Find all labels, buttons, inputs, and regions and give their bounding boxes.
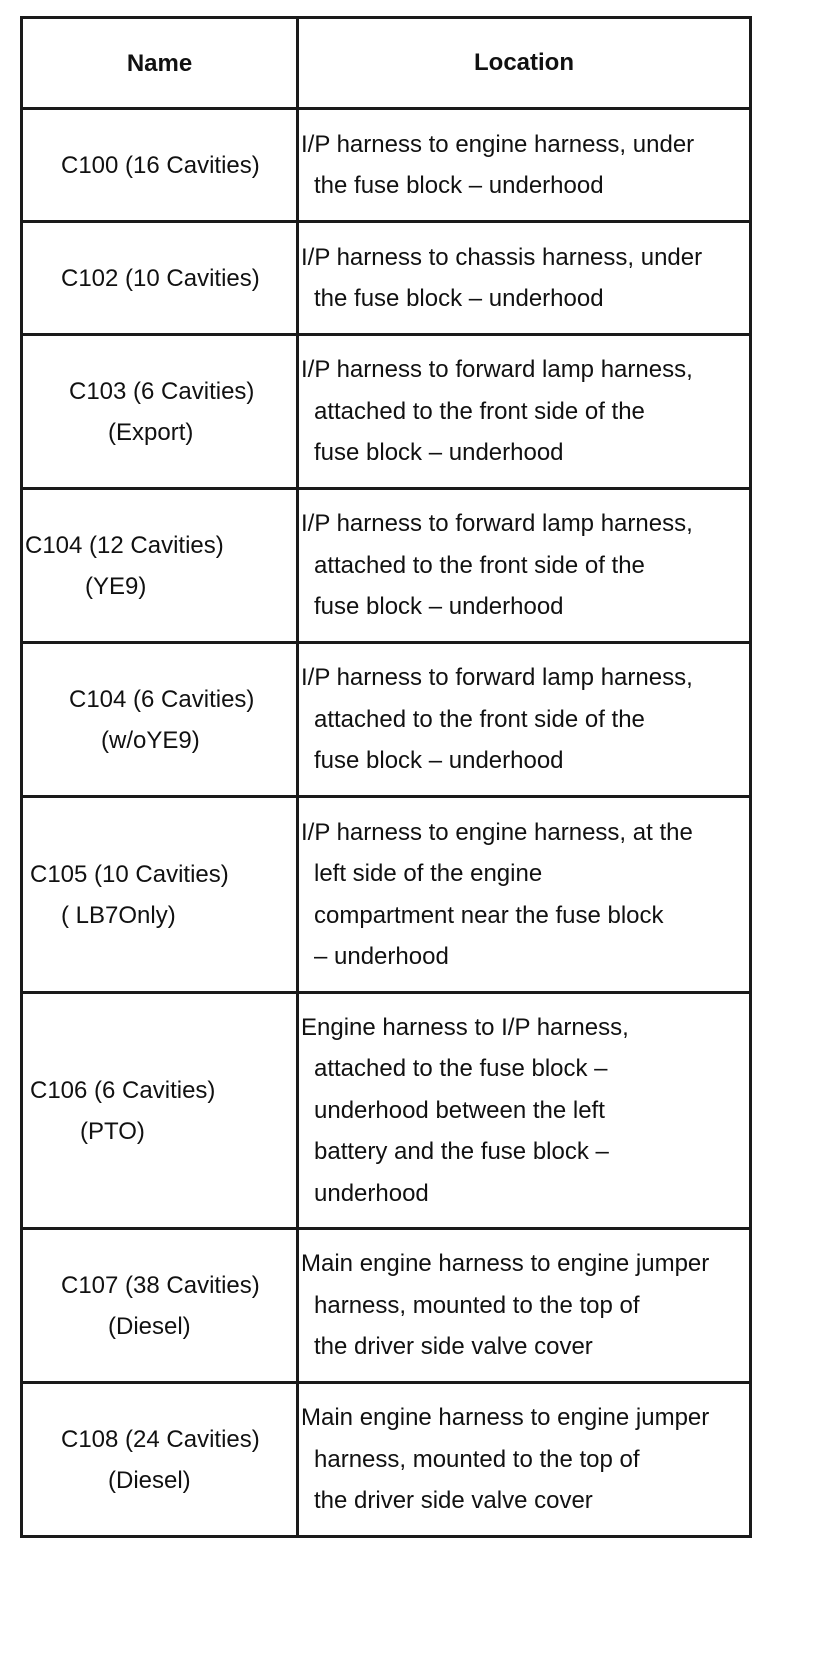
connector-location-cell <box>299 644 749 795</box>
location-line: the fuse block – underhood <box>314 285 604 312</box>
connector-location-cell <box>299 490 749 641</box>
connector-name-cell <box>23 644 299 795</box>
location-line: Main engine harness to engine jumper <box>301 1404 710 1432</box>
location-line: attached to the front side of the <box>314 705 645 733</box>
location-line: the driver side valve cover <box>314 1487 593 1515</box>
connector-variant: (YE9) <box>85 572 147 600</box>
connector-name-cell <box>23 490 299 641</box>
connector-location-cell <box>299 1384 749 1535</box>
location-line: I/P harness to engine harness, at the <box>301 818 693 846</box>
connector-name: C103 (6 Cavities) <box>69 377 255 405</box>
connector-variant: (w/oYE9) <box>101 726 200 754</box>
location-line: fuse block – underhood <box>314 593 564 621</box>
location-line: I/P harness to forward lamp harness, <box>301 356 693 384</box>
connector-location-cell <box>299 798 749 991</box>
location-line: Engine harness to I/P harness, <box>301 1013 629 1041</box>
connector-name-cell <box>23 798 299 991</box>
location-line: Main engine harness to engine jumper <box>301 1250 710 1278</box>
connector-location-cell <box>299 110 749 220</box>
location-line: the driver side valve cover <box>314 1333 593 1361</box>
connector-name: C106 (6 Cavities) <box>30 1076 216 1104</box>
location-line: fuse block – underhood <box>314 439 564 467</box>
location-line: attached to the front side of the <box>314 551 645 579</box>
connector-variant: (Diesel) <box>108 1312 191 1340</box>
table-row <box>23 220 749 333</box>
connector-name: C104 (12 Cavities) <box>25 531 224 559</box>
connector-location-cell <box>299 994 749 1227</box>
connector-name-cell <box>23 223 299 333</box>
location-line: battery and the fuse block – <box>314 1138 609 1166</box>
location-line: harness, mounted to the top of <box>314 1445 640 1473</box>
connector-name-cell <box>23 1384 299 1535</box>
location-line: harness, mounted to the top of <box>314 1291 640 1319</box>
connector-name: C100 (16 Cavities) <box>61 151 260 179</box>
location-line: attached to the fuse block – <box>314 1055 608 1083</box>
table-row <box>23 487 749 641</box>
connector-variant: (Diesel) <box>108 1466 191 1494</box>
location-line: the fuse block – underhood <box>314 172 604 199</box>
connector-variant: (Export) <box>108 418 194 446</box>
connector-name-cell <box>23 1230 299 1381</box>
connector-location-cell <box>299 1230 749 1381</box>
location-line: left side of the engine <box>314 860 543 887</box>
table-row <box>23 1381 749 1535</box>
location-line: underhood between the left <box>314 1096 605 1124</box>
connector-name-cell <box>23 336 299 487</box>
connector-name: C108 (24 Cavities) <box>61 1425 260 1453</box>
location-line: I/P harness to engine harness, under <box>301 130 695 158</box>
header-location: Location <box>474 49 574 77</box>
connector-variant: (PTO) <box>80 1117 145 1145</box>
location-line: attached to the front side of the <box>314 397 645 425</box>
location-line: underhood <box>314 1179 429 1207</box>
table-row <box>23 795 749 991</box>
table-row <box>23 641 749 795</box>
connector-name: C105 (10 Cavities) <box>30 860 229 888</box>
connector-name-cell <box>23 110 299 220</box>
table-row <box>23 991 749 1227</box>
location-line: I/P harness to forward lamp harness, <box>301 664 693 692</box>
table-row <box>23 333 749 487</box>
location-line: fuse block – underhood <box>314 747 564 775</box>
table-header-row <box>23 19 749 107</box>
connector-location-cell <box>299 223 749 333</box>
location-line: compartment near the fuse block <box>314 901 664 929</box>
table-row <box>23 107 749 220</box>
location-line: I/P harness to chassis harness, under <box>301 243 703 271</box>
connector-name: C104 (6 Cavities) <box>69 685 255 713</box>
table-row <box>23 1227 749 1381</box>
connector-name: C102 (10 Cavities) <box>61 264 260 292</box>
connector-table <box>20 16 752 1538</box>
header-name: Name <box>23 19 299 107</box>
location-line: – underhood <box>314 943 449 970</box>
connector-variant: ( LB7Only) <box>61 901 176 929</box>
connector-location-cell <box>299 336 749 487</box>
connector-name-cell <box>23 994 299 1227</box>
location-line: I/P harness to forward lamp harness, <box>301 510 693 538</box>
connector-name: C107 (38 Cavities) <box>61 1271 260 1299</box>
